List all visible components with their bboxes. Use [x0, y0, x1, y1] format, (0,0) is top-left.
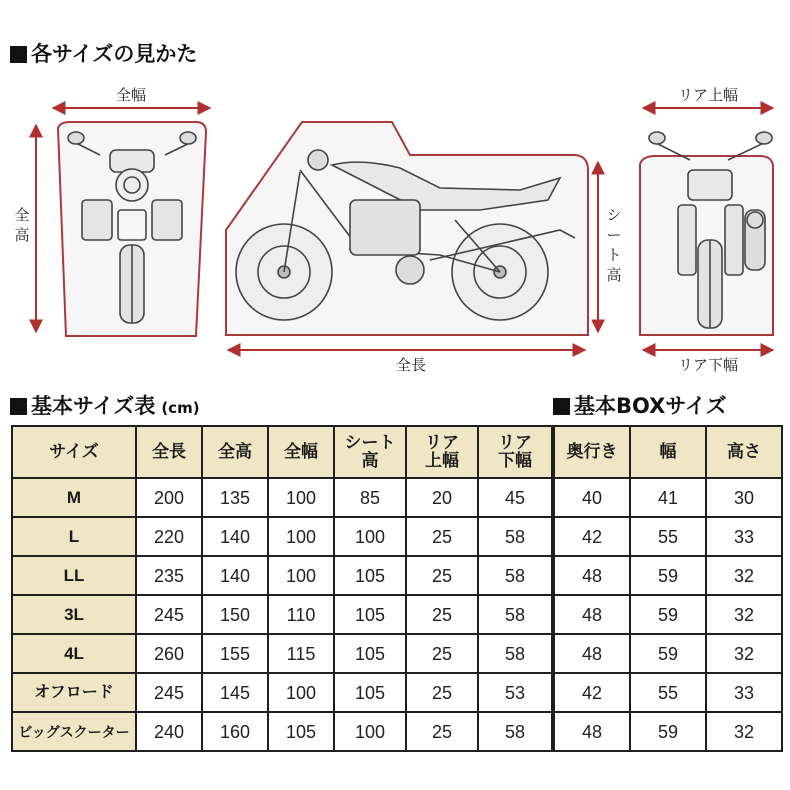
table-row	[554, 634, 782, 673]
table-cell: 42	[554, 673, 630, 712]
table-row	[12, 673, 552, 712]
col-header-depth: 奥行き	[554, 426, 630, 478]
table-row	[12, 556, 552, 595]
table-cell: 58	[478, 556, 552, 595]
views-heading	[10, 42, 197, 66]
table-cell: 48	[554, 556, 630, 595]
col-header-box-width: 幅	[630, 426, 706, 478]
heading-square-icon	[10, 398, 27, 415]
col-header-seat-height: シート 高	[334, 426, 406, 478]
col-header-height: 全高	[202, 426, 268, 478]
seat-height-label-4: 高	[606, 266, 622, 284]
size-table-heading-text: 基本サイズ表	[31, 394, 156, 418]
table-cell: 58	[478, 595, 552, 634]
table-cell: 25	[406, 673, 478, 712]
row-label: 3L	[12, 595, 136, 634]
table-cell: 25	[406, 634, 478, 673]
table-row	[554, 478, 782, 517]
col-header-length: 全長	[136, 426, 202, 478]
box-size-table	[553, 425, 783, 752]
table-cell: 45	[478, 478, 552, 517]
table-cell: 58	[478, 712, 552, 751]
table-cell: 220	[136, 517, 202, 556]
table-row	[12, 478, 552, 517]
table-cell: 140	[202, 556, 268, 595]
heading-square-icon	[10, 46, 27, 63]
size-table-heading	[10, 394, 200, 420]
col-header-width: 全幅	[268, 426, 334, 478]
table-cell: 53	[478, 673, 552, 712]
table-row	[554, 517, 782, 556]
table-cell: 58	[478, 634, 552, 673]
table-cell: 85	[334, 478, 406, 517]
seat-height-label-1: シ	[606, 206, 622, 224]
table-cell: 140	[202, 517, 268, 556]
table-row	[12, 634, 552, 673]
table-cell: 160	[202, 712, 268, 751]
table-cell: 33	[706, 673, 782, 712]
table-cell: 155	[202, 634, 268, 673]
heading-square-icon	[553, 398, 570, 415]
size-table-header	[12, 426, 552, 478]
table-row	[554, 595, 782, 634]
seat-height-label-2: ー	[606, 226, 622, 244]
table-cell: 59	[630, 634, 706, 673]
table-cell: 105	[334, 673, 406, 712]
seat-height-label-3: ト	[606, 246, 622, 264]
col-header-size: サイズ	[12, 426, 136, 478]
row-label: L	[12, 517, 136, 556]
table-row	[12, 595, 552, 634]
table-cell: 145	[202, 673, 268, 712]
table-cell: 150	[202, 595, 268, 634]
table-cell: 30	[706, 478, 782, 517]
table-cell: 100	[268, 556, 334, 595]
table-cell: 41	[630, 478, 706, 517]
table-cell: 100	[268, 478, 334, 517]
row-label: LL	[12, 556, 136, 595]
table-cell: 105	[334, 634, 406, 673]
size-table-unit: (cm)	[161, 399, 200, 417]
table-cell: 32	[706, 634, 782, 673]
table-cell: 48	[554, 712, 630, 751]
table-cell: 25	[406, 595, 478, 634]
table-cell: 240	[136, 712, 202, 751]
table-cell: 135	[202, 478, 268, 517]
table-cell: 48	[554, 595, 630, 634]
rear-view	[640, 86, 773, 374]
table-cell: 110	[268, 595, 334, 634]
table-cell: 55	[630, 517, 706, 556]
table-cell: 59	[630, 556, 706, 595]
height-label-1: 全	[14, 206, 30, 224]
rear-top-width-label: リア上幅	[677, 86, 739, 104]
table-cell: 42	[554, 517, 630, 556]
table-cell: 260	[136, 634, 202, 673]
table-row	[12, 712, 552, 751]
table-cell: 200	[136, 478, 202, 517]
table-cell: 25	[406, 712, 478, 751]
row-label: M	[12, 478, 136, 517]
table-cell: 245	[136, 595, 202, 634]
table-cell: 20	[406, 478, 478, 517]
box-table-header	[554, 426, 782, 478]
table-cell: 32	[706, 595, 782, 634]
table-cell: 48	[554, 634, 630, 673]
measurement-diagram	[0, 80, 790, 380]
table-cell: 40	[554, 478, 630, 517]
table-row	[554, 673, 782, 712]
box-table-heading	[553, 394, 727, 418]
height-label-2: 高	[14, 226, 30, 244]
views-heading-text: 各サイズの見かた	[31, 42, 198, 66]
side-view	[226, 122, 622, 374]
table-cell: 58	[478, 517, 552, 556]
table-cell: 55	[630, 673, 706, 712]
table-cell: 105	[334, 556, 406, 595]
table-cell: 59	[630, 595, 706, 634]
table-cell: 235	[136, 556, 202, 595]
table-cell: 115	[268, 634, 334, 673]
table-row	[12, 517, 552, 556]
length-label: 全長	[395, 356, 427, 374]
box-table-header-row	[554, 426, 782, 478]
col-header-box-height: 高さ	[706, 426, 782, 478]
col-header-rear-top-width: リア 上幅	[406, 426, 478, 478]
table-cell: 100	[268, 673, 334, 712]
table-cell: 33	[706, 517, 782, 556]
row-label: オフロード	[12, 673, 136, 712]
size-table	[11, 425, 553, 752]
table-cell: 105	[268, 712, 334, 751]
box-table-body	[554, 478, 782, 751]
table-cell: 25	[406, 556, 478, 595]
table-cell: 100	[334, 517, 406, 556]
table-cell: 245	[136, 673, 202, 712]
table-cell: 25	[406, 517, 478, 556]
box-table-heading-text: 基本BOXサイズ	[574, 394, 727, 418]
table-row	[554, 712, 782, 751]
size-table-header-row	[12, 426, 552, 478]
table-cell: 100	[334, 712, 406, 751]
front-view	[14, 86, 210, 336]
table-cell: 100	[268, 517, 334, 556]
table-cell: 32	[706, 556, 782, 595]
size-table-body	[12, 478, 552, 751]
rear-bottom-width-label: リア下幅	[677, 356, 739, 374]
table-cell: 59	[630, 712, 706, 751]
table-cell: 105	[334, 595, 406, 634]
col-header-rear-bottom-width: リア 下幅	[478, 426, 552, 478]
row-label: ビッグスクーター	[12, 712, 136, 751]
row-label: 4L	[12, 634, 136, 673]
front-width-label: 全幅	[115, 86, 147, 104]
table-cell: 32	[706, 712, 782, 751]
table-row	[554, 556, 782, 595]
